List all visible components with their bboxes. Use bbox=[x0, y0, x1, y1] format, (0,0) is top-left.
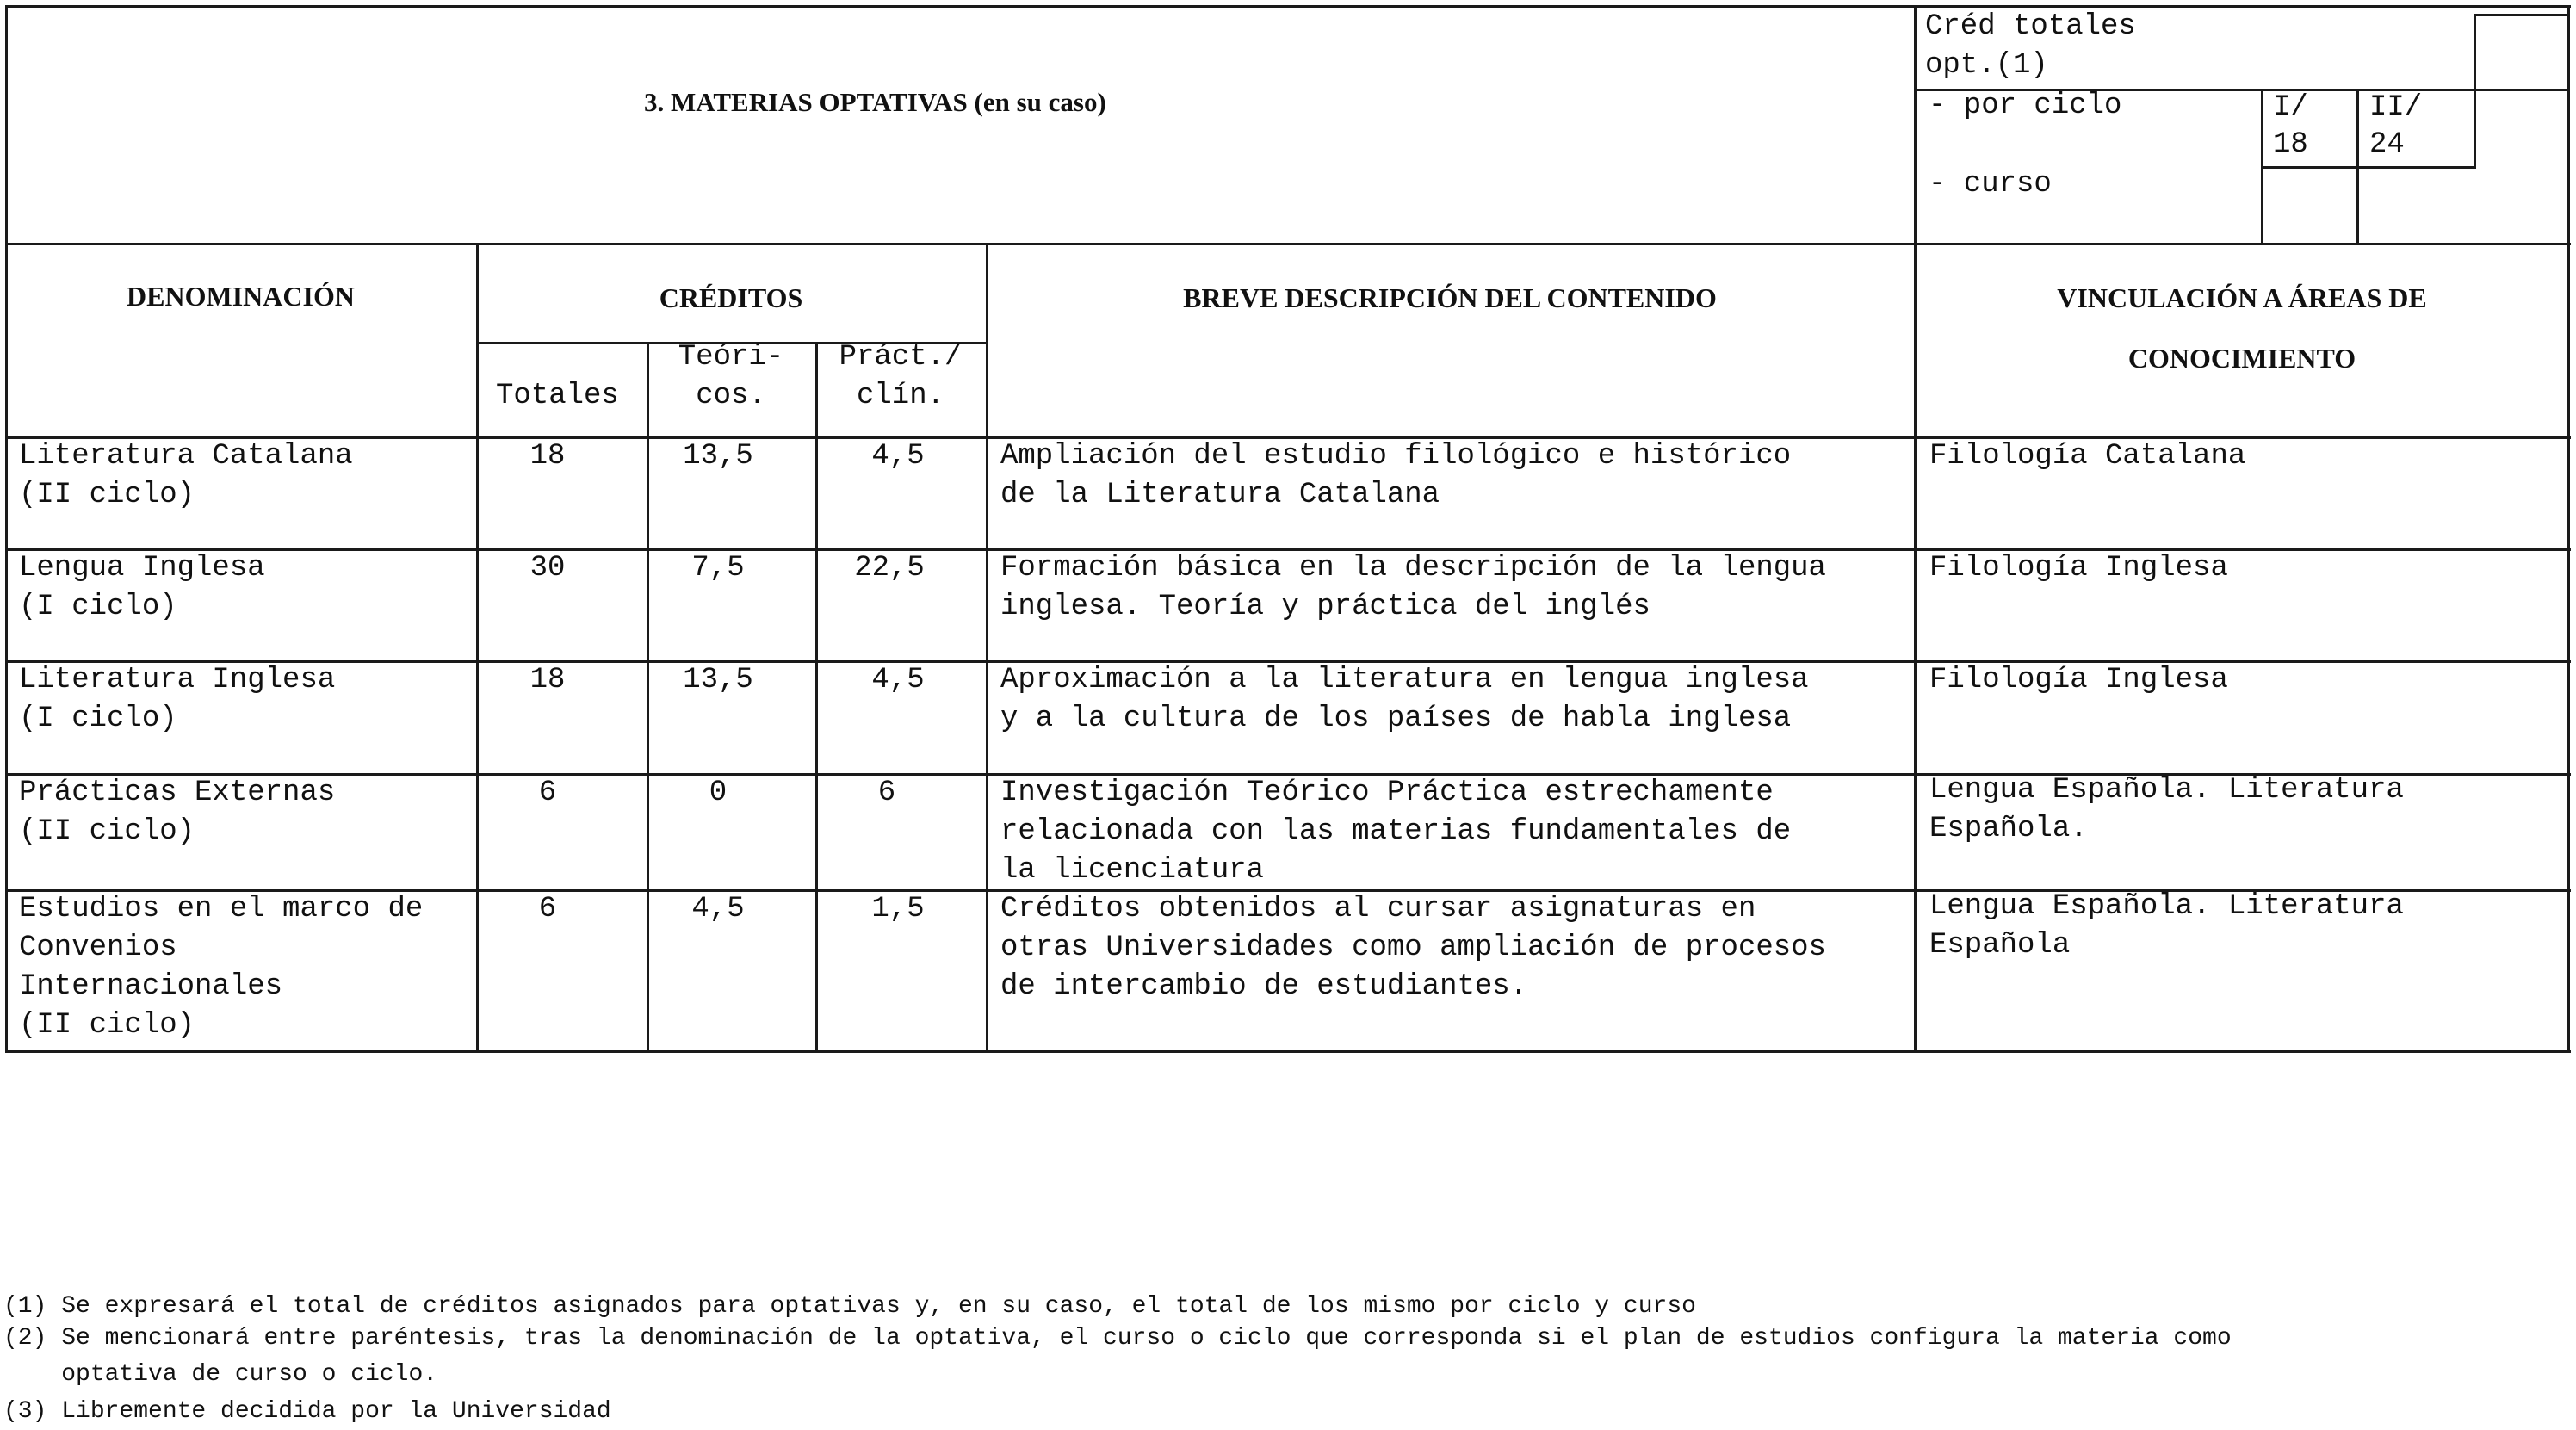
row-denominacion: (I ciclo) bbox=[19, 591, 177, 623]
row-descripcion: la licenciatura bbox=[1000, 854, 1265, 887]
curso-label: - curso bbox=[1929, 168, 2052, 201]
row-teoricos: 13,5 bbox=[683, 664, 753, 696]
row-denominacion: Literatura Catalana bbox=[19, 440, 353, 473]
col-header-descripcion: BREVE DESCRIPCIÓN DEL CONTENIDO bbox=[1183, 282, 1717, 313]
row-denominacion: Estudios en el marco de bbox=[19, 893, 424, 925]
row-denominacion: (I ciclo) bbox=[19, 703, 177, 735]
footnote-2: (2) Se mencionará entre paréntesis, tras la denominación de la optativa, el curso o ciclo que corresponda si el plan de estudios configura la materia como bbox=[3, 1325, 2232, 1352]
row-descripcion: Investigación Teórico Práctica estrechamente bbox=[1000, 777, 1774, 809]
footnote-1: (1) Se expresará el total de créditos asignados para optativas y, en su caso, el total de los mismo por ciclo y curso bbox=[3, 1293, 1696, 1320]
ciclo-I-value: 18 bbox=[2273, 128, 2308, 161]
col-header-denominacion: DENOMINACIÓN bbox=[127, 281, 355, 312]
col-header-creditos: CRÉDITOS bbox=[659, 282, 803, 313]
row-denominacion: Lengua Inglesa bbox=[19, 552, 265, 585]
row-denominacion: Literatura Inglesa bbox=[19, 664, 336, 696]
row-practicos: 22,5 bbox=[854, 552, 925, 585]
row-teoricos: 13,5 bbox=[683, 440, 753, 473]
col-header-practicos-1: Práct./ bbox=[839, 341, 963, 374]
row-totales: 18 bbox=[529, 664, 566, 696]
footnote-2-cont: optativa de curso o ciclo. bbox=[3, 1361, 438, 1388]
row-descripcion: Créditos obtenidos al cursar asignaturas en bbox=[1000, 893, 1756, 925]
row-denominacion: Internacionales bbox=[19, 970, 283, 1003]
row-descripcion: de la Literatura Catalana bbox=[1000, 479, 1440, 511]
row-vinculacion: Filología Inglesa bbox=[1929, 664, 2228, 696]
row-descripcion: inglesa. Teoría y práctica del inglés bbox=[1000, 591, 1650, 623]
por-ciclo-label: - por ciclo bbox=[1929, 90, 2122, 122]
row-totales: 30 bbox=[529, 552, 566, 585]
row-vinculacion: Lengua Española. Literatura bbox=[1929, 774, 2404, 807]
row-descripcion: de intercambio de estudiantes. bbox=[1000, 970, 1528, 1003]
row-vinculacion: Filología Inglesa bbox=[1929, 552, 2228, 585]
row-vinculacion: Lengua Española. Literatura bbox=[1929, 890, 2404, 923]
row-descripcion: otras Universidades como ampliación de procesos bbox=[1000, 932, 1826, 964]
col-header-vinculacion-1: VINCULACIÓN A ÁREAS DE bbox=[2057, 282, 2427, 313]
row-totales: 6 bbox=[538, 777, 557, 809]
row-denominacion: Convenios bbox=[19, 932, 177, 964]
row-practicos: 4,5 bbox=[871, 440, 925, 473]
row-denominacion: Prácticas Externas bbox=[19, 777, 336, 809]
row-descripcion: y a la cultura de los países de habla inglesa bbox=[1000, 703, 1792, 735]
row-descripcion: Formación básica en la descripción de la lengua bbox=[1000, 552, 1826, 585]
ciclo-II-label: II/ bbox=[2369, 91, 2423, 124]
row-descripcion: Ampliación del estudio filológico e histórico bbox=[1000, 440, 1792, 473]
col-header-teoricos-2: cos. bbox=[696, 380, 766, 412]
row-totales: 6 bbox=[538, 893, 557, 925]
ciclo-II-value: 24 bbox=[2369, 128, 2405, 161]
row-practicos: 1,5 bbox=[871, 893, 925, 925]
col-header-practicos-2: clín. bbox=[856, 380, 945, 412]
row-vinculacion: Filología Catalana bbox=[1929, 440, 2246, 473]
ciclo-I-label: I/ bbox=[2273, 91, 2308, 124]
row-practicos: 6 bbox=[877, 777, 896, 809]
row-descripcion: relacionada con las materias fundamentales de bbox=[1000, 815, 1792, 848]
col-header-vinculacion-2: CONOCIMIENTO bbox=[2127, 343, 2356, 374]
row-practicos: 4,5 bbox=[871, 664, 925, 696]
row-descripcion: Aproximación a la literatura en lengua inglesa bbox=[1000, 664, 1809, 696]
row-vinculacion: Española. bbox=[1929, 813, 2088, 845]
footnote-3: (3) Libremente decidida por la Universidad bbox=[3, 1398, 611, 1425]
row-teoricos: 4,5 bbox=[691, 893, 745, 925]
col-header-totales: Totales bbox=[496, 380, 619, 412]
section-title: 3. MATERIAS OPTATIVAS (en su caso) bbox=[644, 87, 1106, 117]
row-teoricos: 7,5 bbox=[691, 552, 745, 585]
row-vinculacion: Española bbox=[1929, 929, 2071, 962]
row-totales: 18 bbox=[529, 440, 566, 473]
cred-totales-label: Créd totales bbox=[1925, 10, 2136, 43]
col-header-teoricos-1: Teóri- bbox=[678, 341, 784, 374]
row-denominacion: (II ciclo) bbox=[19, 1009, 195, 1042]
row-denominacion: (II ciclo) bbox=[19, 815, 195, 848]
row-teoricos: 0 bbox=[709, 777, 728, 809]
cred-totales-opt-label: opt.(1) bbox=[1925, 49, 2048, 82]
row-denominacion: (II ciclo) bbox=[19, 479, 195, 511]
